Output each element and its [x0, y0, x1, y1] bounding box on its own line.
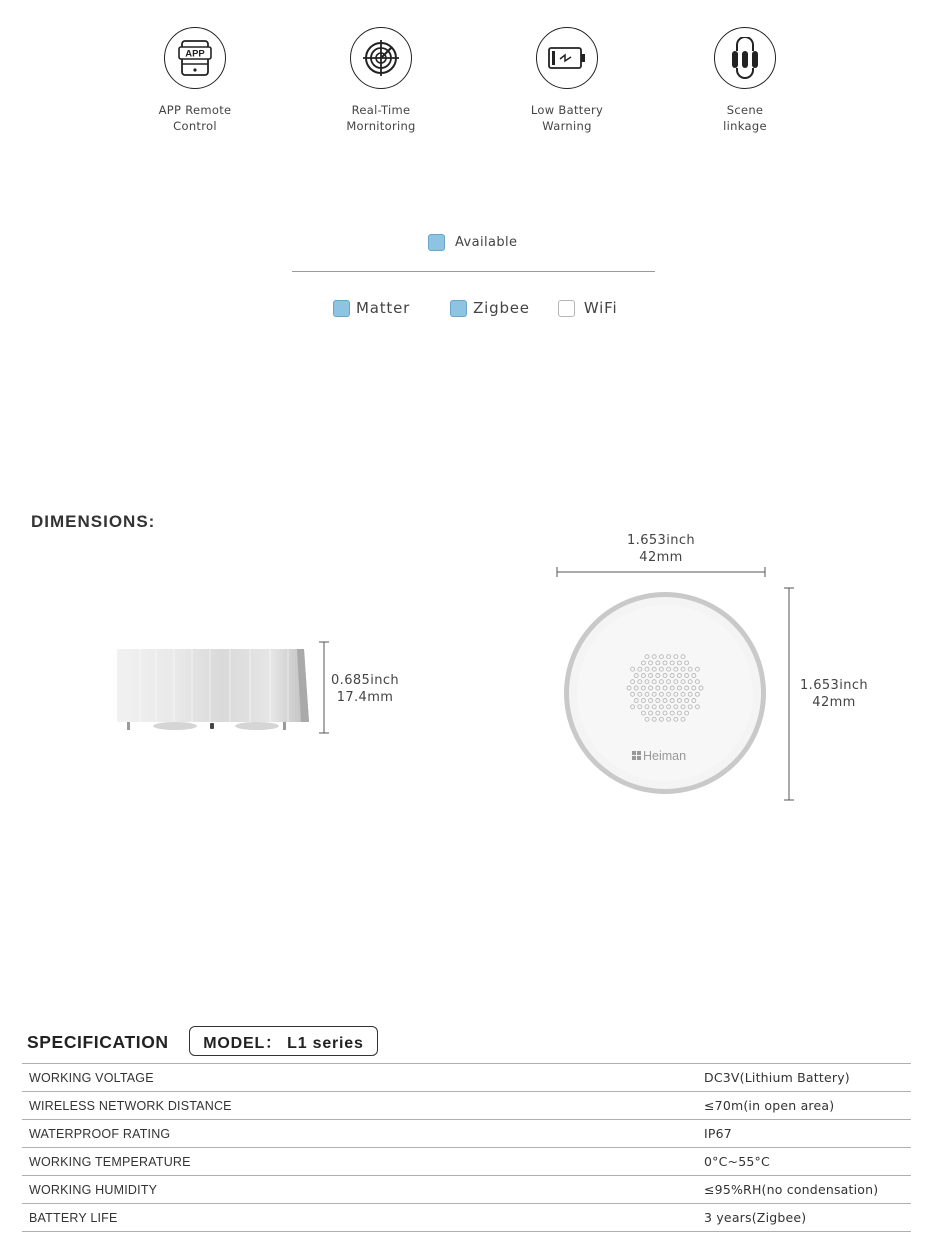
table-row [22, 1092, 911, 1120]
spec-key: WIRELESS NETWORK DISTANCE [29, 1098, 232, 1113]
height-mm: 17.4mm [336, 690, 394, 705]
table-row [22, 1148, 911, 1176]
protocol-label: WiFi [583, 299, 618, 317]
width-inch: 1.653inch [627, 533, 696, 548]
feature-label-line2: linkage [723, 119, 767, 133]
device-side-view [112, 640, 342, 740]
feature-label-line1: Low Battery [530, 103, 604, 117]
model-badge: MODEL： L1 series [189, 1026, 378, 1056]
dimensions-title: DIMENSIONS: [31, 512, 156, 531]
radar-target-icon [350, 27, 412, 89]
available-swatch [428, 234, 445, 251]
protocol-matter [333, 299, 410, 317]
feature-app-remote-control [125, 27, 265, 134]
protocol-label: Zigbee [473, 299, 530, 317]
protocol-swatch [558, 300, 575, 317]
device-top-view [550, 560, 800, 805]
feature-low-battery-warning [497, 27, 637, 134]
availability-divider [292, 271, 655, 272]
spec-value: ≤70m(in open area) [704, 1098, 835, 1113]
protocol-zigbee [450, 299, 530, 317]
table-row [22, 1204, 911, 1232]
spec-key: BATTERY LIFE [29, 1210, 118, 1225]
protocol-swatch [450, 300, 467, 317]
table-row [22, 1064, 911, 1092]
feature-label-line2: Warning [542, 119, 592, 133]
spec-value: ≤95%RH(no condensation) [704, 1182, 879, 1197]
brand-logo: Heiman [643, 749, 687, 763]
low-battery-icon [536, 27, 598, 89]
feature-real-time-monitoring [311, 27, 451, 134]
feature-label-line1: Real-Time [351, 103, 411, 117]
spec-key: WORKING TEMPERATURE [29, 1154, 191, 1169]
spec-value: 0°C~55°C [704, 1154, 770, 1169]
app-phone-icon [164, 27, 226, 89]
depth-dimension-label [800, 677, 868, 711]
height-dimension-label [331, 672, 399, 706]
availability-legend-label: Available [455, 235, 518, 250]
width-mm: 42mm [639, 550, 683, 565]
app-icon-text: APP [185, 48, 205, 60]
protocol-swatch [333, 300, 350, 317]
depth-mm: 42mm [812, 695, 856, 710]
spec-key: WATERPROOF RATING [29, 1126, 171, 1141]
protocol-list [333, 299, 639, 317]
specification-title: SPECIFICATION [27, 1032, 169, 1052]
feature-label-line1: Scene [726, 103, 764, 117]
height-inch: 0.685inch [331, 673, 400, 688]
spec-value: 3 years(Zigbee) [704, 1210, 807, 1225]
protocol-label: Matter [356, 299, 411, 317]
spec-value: DC3V(Lithium Battery) [704, 1070, 850, 1085]
protocol-wifi [558, 299, 618, 317]
depth-inch: 1.653inch [800, 678, 869, 693]
spec-key: WORKING VOLTAGE [29, 1070, 154, 1085]
feature-label-line2: Mornitoring [346, 119, 416, 133]
specification-table [22, 1063, 911, 1232]
scene-linkage-icon [714, 27, 776, 89]
feature-label-line1: APP Remote [158, 103, 232, 117]
table-row [22, 1120, 911, 1148]
availability-legend [428, 234, 517, 251]
feature-scene-linkage [675, 27, 815, 134]
table-row [22, 1176, 911, 1204]
spec-value: IP67 [704, 1126, 732, 1141]
spec-key: WORKING HUMIDITY [29, 1182, 158, 1197]
feature-label-line2: Control [173, 119, 217, 133]
